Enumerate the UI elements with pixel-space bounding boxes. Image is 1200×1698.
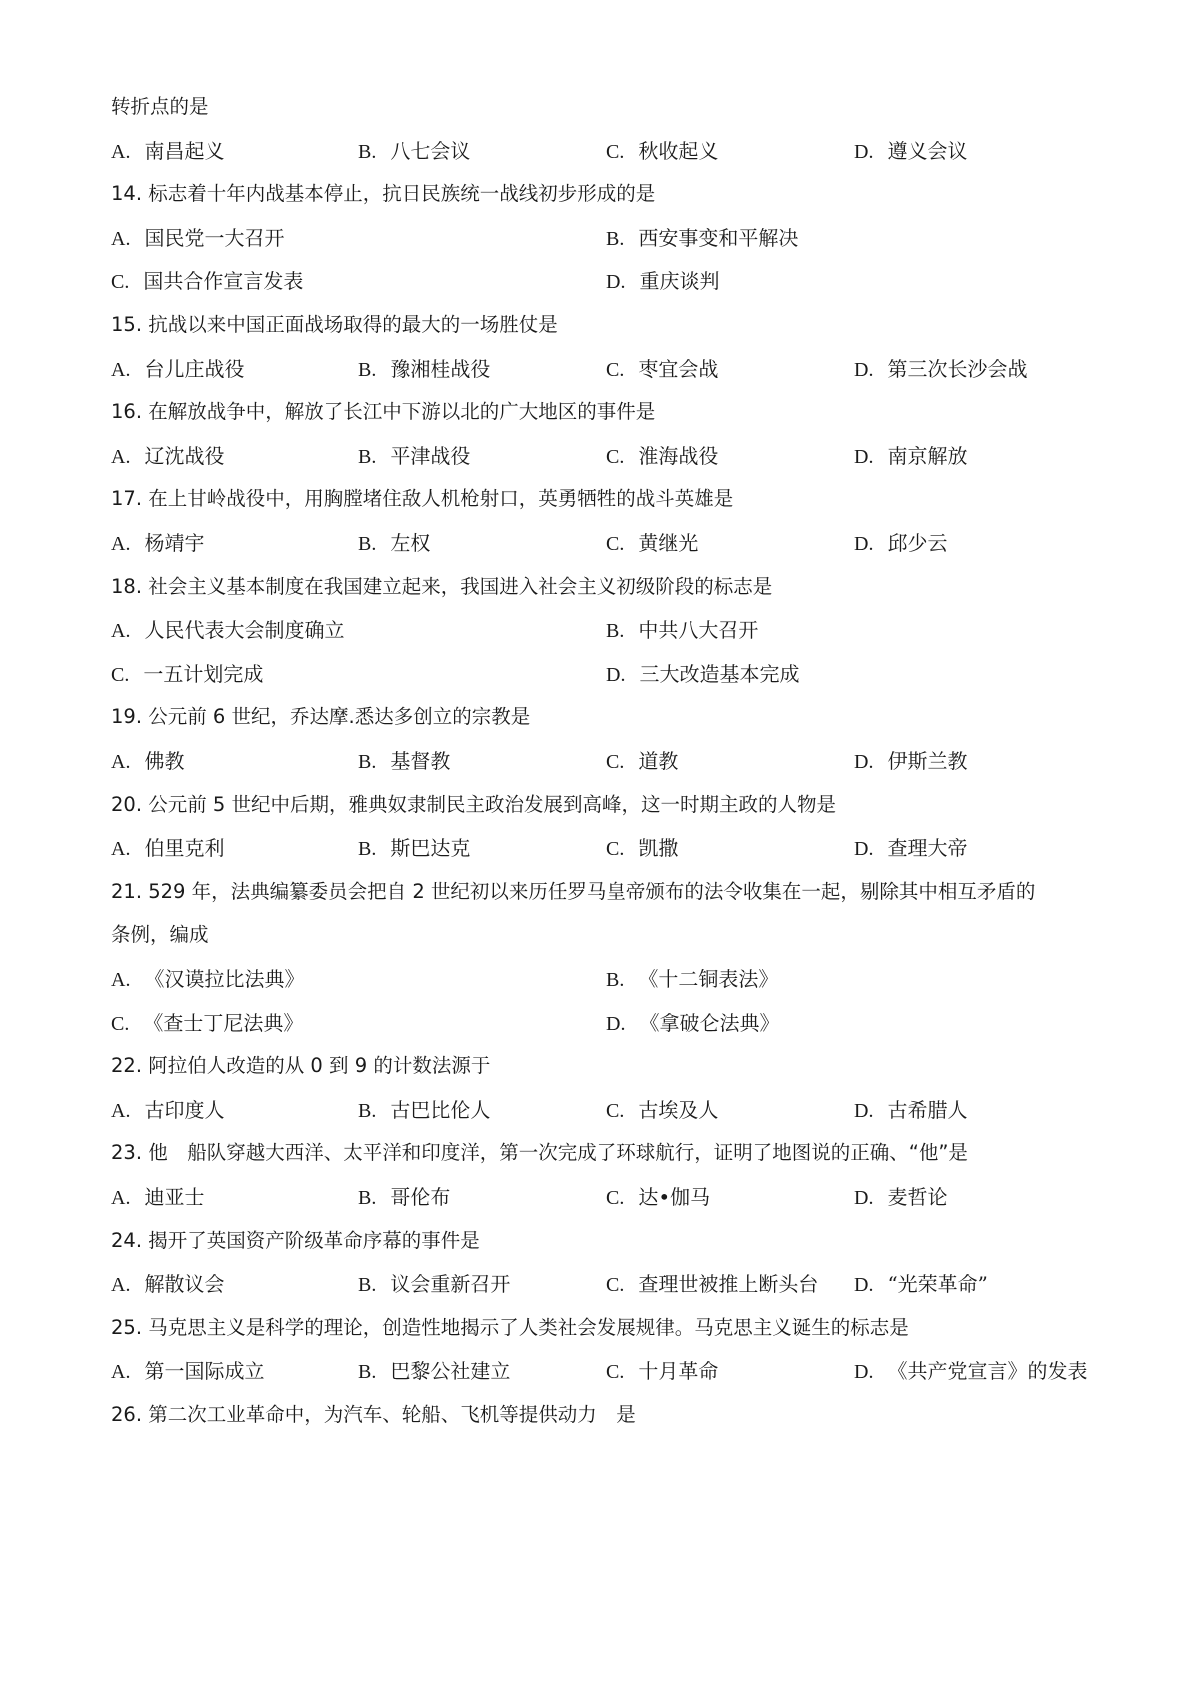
option-letter: B.: [358, 838, 377, 860]
option-text: 迪亚士: [144, 1185, 205, 1209]
option-text: 古巴比伦人: [390, 1098, 491, 1122]
option-letter: A.: [111, 1274, 131, 1296]
option-text: 达•伽马: [638, 1185, 711, 1209]
answer-option: [606, 354, 718, 385]
option-text: 《共产党宣言》的发表: [887, 1359, 1088, 1383]
option-letter: C.: [606, 1187, 625, 1209]
question-text: 22. 阿拉伯人改造的从 0 到 9 的计数法源于: [111, 1054, 491, 1077]
option-text: 国共合作宣言发表: [143, 269, 304, 293]
option-text: 伯里克利: [144, 836, 225, 860]
option-letter: C.: [606, 1361, 625, 1383]
answer-option: [358, 354, 490, 385]
answer-option: [854, 354, 1027, 385]
option-text: 《拿破仑法典》: [639, 1011, 780, 1035]
answer-option: [358, 528, 430, 559]
answer-option: [854, 1182, 947, 1213]
option-row: [111, 746, 1100, 776]
option-text: 十月革命: [638, 1359, 719, 1383]
option-text: 台儿庄战役: [144, 357, 245, 381]
option-text: 古埃及人: [638, 1098, 719, 1122]
option-text: 基督教: [390, 749, 451, 773]
option-letter: A.: [111, 969, 131, 991]
option-text: 哥伦布: [390, 1185, 451, 1209]
option-text: 《十二铜表法》: [638, 967, 779, 991]
option-row: [111, 1008, 1100, 1038]
option-letter: C.: [606, 533, 625, 555]
option-letter: A.: [111, 228, 131, 250]
question-text: 条例，编成: [111, 923, 209, 946]
question-text: 25. 马克思主义是科学的理论，创造性地揭示了人类社会发展规律。马克思主义诞生的标志是: [111, 1316, 909, 1339]
answer-option: [111, 659, 263, 690]
answer-option: [854, 1356, 1087, 1387]
question-text: 15. 抗战以来中国正面战场取得的最大的一场胜仗是: [111, 313, 558, 336]
answer-option: [606, 528, 698, 559]
question-text: 19. 公元前 6 世纪，乔达摩.悉达多创立的宗教是: [111, 705, 531, 728]
answer-option: [854, 528, 947, 559]
option-text: 古印度人: [144, 1098, 225, 1122]
option-row: [111, 266, 1100, 296]
question-text: 23. 他 船队穿越大西洋、太平洋和印度洋，第一次完成了环球航行，证明了地图说的正确、“他”是: [111, 1141, 968, 1164]
option-row: [111, 964, 1100, 994]
option-row: [111, 615, 1100, 645]
answer-option: [854, 833, 967, 864]
option-letter: D.: [854, 533, 874, 555]
answer-option: [111, 1095, 224, 1126]
option-text: 秋收起义: [638, 139, 719, 163]
option-text: 解散议会: [144, 1272, 225, 1296]
answer-option: [606, 223, 798, 254]
option-letter: C.: [606, 446, 625, 468]
option-text: 豫湘桂战役: [390, 357, 491, 381]
answer-option: [606, 615, 758, 646]
option-text: 中共八大召开: [638, 618, 759, 642]
question-text: 24. 揭开了英国资产阶级革命序幕的事件是: [111, 1229, 480, 1252]
option-text: 淮海战役: [638, 444, 719, 468]
option-letter: B.: [358, 141, 377, 163]
option-letter: D.: [854, 1187, 874, 1209]
option-letter: A.: [111, 446, 131, 468]
answer-option: [606, 659, 799, 690]
option-text: 凯撒: [638, 836, 679, 860]
option-text: 麦哲论: [887, 1185, 948, 1209]
option-text: 平津战役: [390, 444, 471, 468]
option-row: [111, 1269, 1100, 1299]
option-letter: D.: [854, 446, 874, 468]
option-letter: A.: [111, 141, 131, 163]
option-text: 查理世被推上断头台: [638, 1272, 819, 1296]
answer-option: [111, 1008, 303, 1039]
option-letter: C.: [606, 1274, 625, 1296]
option-text: 三大改造基本完成: [639, 662, 800, 686]
option-text: 斯巴达克: [390, 836, 471, 860]
option-letter: D.: [854, 359, 874, 381]
option-letter: B.: [358, 359, 377, 381]
option-letter: A.: [111, 1361, 131, 1383]
answer-option: [358, 136, 470, 167]
answer-option: [358, 1182, 450, 1213]
answer-option: [854, 136, 967, 167]
option-letter: A.: [111, 1100, 131, 1122]
answer-option: [606, 1095, 718, 1126]
answer-option: [111, 1356, 264, 1387]
option-letter: B.: [358, 1100, 377, 1122]
option-letter: D.: [854, 141, 874, 163]
option-row: [111, 223, 1100, 253]
option-text: 黄继光: [638, 531, 699, 555]
answer-option: [854, 441, 967, 472]
answer-option: [358, 441, 470, 472]
answer-option: [111, 615, 344, 646]
question-text: 21. 529 年，法典编纂委员会把自 2 世纪初以来历任罗马皇帝颁布的法令收集在一起，剔除其中相互矛盾的: [111, 880, 1036, 903]
option-text: 重庆谈判: [639, 269, 720, 293]
option-letter: B.: [606, 228, 625, 250]
option-text: 西安事变和平解决: [638, 226, 799, 250]
answer-option: [111, 266, 303, 297]
option-letter: B.: [358, 1361, 377, 1383]
option-letter: B.: [358, 751, 377, 773]
option-row: [111, 1356, 1100, 1386]
option-row: [111, 136, 1100, 166]
option-text: 南京解放: [887, 444, 968, 468]
option-letter: D.: [854, 1100, 874, 1122]
option-row: [111, 528, 1100, 558]
option-letter: A.: [111, 838, 131, 860]
answer-option: [358, 1356, 510, 1387]
option-text: 第三次长沙会战: [887, 357, 1028, 381]
option-letter: C.: [606, 359, 625, 381]
answer-option: [358, 1095, 490, 1126]
answer-option: [111, 1182, 204, 1213]
option-letter: D.: [606, 664, 626, 686]
option-letter: C.: [606, 838, 625, 860]
option-text: 左权: [390, 531, 431, 555]
option-text: 遵义会议: [887, 139, 968, 163]
answer-option: [854, 746, 967, 777]
option-text: 枣宜会战: [638, 357, 719, 381]
option-letter: A.: [111, 751, 131, 773]
option-text: 邱少云: [887, 531, 948, 555]
option-text: 第一国际成立: [144, 1359, 265, 1383]
option-letter: B.: [606, 969, 625, 991]
option-text: 巴黎公社建立: [390, 1359, 511, 1383]
question-text: 14. 标志着十年内战基本停止，抗日民族统一战线初步形成的是: [111, 182, 656, 205]
option-letter: D.: [854, 838, 874, 860]
answer-option: [606, 1008, 779, 1039]
option-letter: A.: [111, 359, 131, 381]
answer-option: [111, 441, 224, 472]
option-text: 议会重新召开: [390, 1272, 511, 1296]
option-text: 查理大帝: [887, 836, 968, 860]
option-text: 杨靖宇: [144, 531, 205, 555]
option-letter: C.: [111, 664, 130, 686]
option-text: 南昌起义: [144, 139, 225, 163]
option-letter: A.: [111, 533, 131, 555]
option-letter: C.: [606, 751, 625, 773]
answer-option: [606, 266, 719, 297]
question-text: 17. 在上甘岭战役中，用胸膛堵住敌人机枪射口，英勇牺牲的战斗英雄是: [111, 487, 734, 510]
option-text: 《查士丁尼法典》: [143, 1011, 304, 1035]
answer-option: [111, 354, 244, 385]
answer-option: [111, 964, 304, 995]
option-letter: B.: [358, 533, 377, 555]
option-letter: A.: [111, 1187, 131, 1209]
answer-option: [606, 746, 678, 777]
answer-option: [111, 746, 184, 777]
option-text: 佛教: [144, 749, 185, 773]
answer-option: [606, 833, 678, 864]
answer-option: [606, 1182, 710, 1213]
option-text: 八七会议: [390, 139, 471, 163]
option-letter: B.: [358, 1187, 377, 1209]
question-text: 26. 第二次工业革命中，为汽车、轮船、飞机等提供动力 是: [111, 1403, 636, 1426]
option-letter: D.: [854, 1274, 874, 1296]
option-letter: B.: [606, 620, 625, 642]
answer-option: [358, 1269, 510, 1300]
answer-option: [854, 1269, 988, 1300]
option-text: 古希腊人: [887, 1098, 968, 1122]
option-letter: B.: [358, 446, 377, 468]
option-letter: A.: [111, 620, 131, 642]
option-row: [111, 659, 1100, 689]
answer-option: [854, 1095, 967, 1126]
option-letter: C.: [606, 141, 625, 163]
question-text: 18. 社会主义基本制度在我国建立起来，我国进入社会主义初级阶段的标志是: [111, 575, 773, 598]
option-text: 辽沈战役: [144, 444, 225, 468]
answer-option: [606, 441, 718, 472]
question-text: 20. 公元前 5 世纪中后期，雅典奴隶制民主政治发展到高峰，这一时期主政的人物是: [111, 793, 837, 816]
option-text: 一五计划完成: [143, 662, 264, 686]
answer-option: [606, 1356, 718, 1387]
option-letter: C.: [606, 1100, 625, 1122]
answer-option: [606, 964, 778, 995]
option-text: “光荣革命”: [887, 1272, 988, 1296]
question-text: 转折点的是: [111, 95, 209, 118]
option-letter: D.: [606, 1013, 626, 1035]
option-text: 道教: [638, 749, 679, 773]
option-letter: C.: [111, 1013, 130, 1035]
answer-option: [111, 833, 224, 864]
option-row: [111, 354, 1100, 384]
question-text: 16. 在解放战争中，解放了长江中下游以北的广大地区的事件是: [111, 400, 656, 423]
option-row: [111, 1182, 1100, 1212]
option-letter: D.: [606, 271, 626, 293]
option-row: [111, 833, 1100, 863]
option-text: 《汉谟拉比法典》: [144, 967, 305, 991]
option-letter: C.: [111, 271, 130, 293]
option-letter: D.: [854, 751, 874, 773]
option-letter: B.: [358, 1274, 377, 1296]
answer-option: [358, 833, 470, 864]
answer-option: [111, 136, 224, 167]
option-row: [111, 1095, 1100, 1125]
answer-option: [606, 136, 718, 167]
option-text: 国民党一大召开: [144, 226, 285, 250]
option-row: [111, 441, 1100, 471]
answer-option: [358, 746, 450, 777]
answer-option: [606, 1269, 818, 1300]
answer-option: [111, 223, 284, 254]
option-text: 人民代表大会制度确立: [144, 618, 345, 642]
answer-option: [111, 1269, 224, 1300]
answer-option: [111, 528, 204, 559]
option-text: 伊斯兰教: [887, 749, 968, 773]
option-letter: D.: [854, 1361, 874, 1383]
